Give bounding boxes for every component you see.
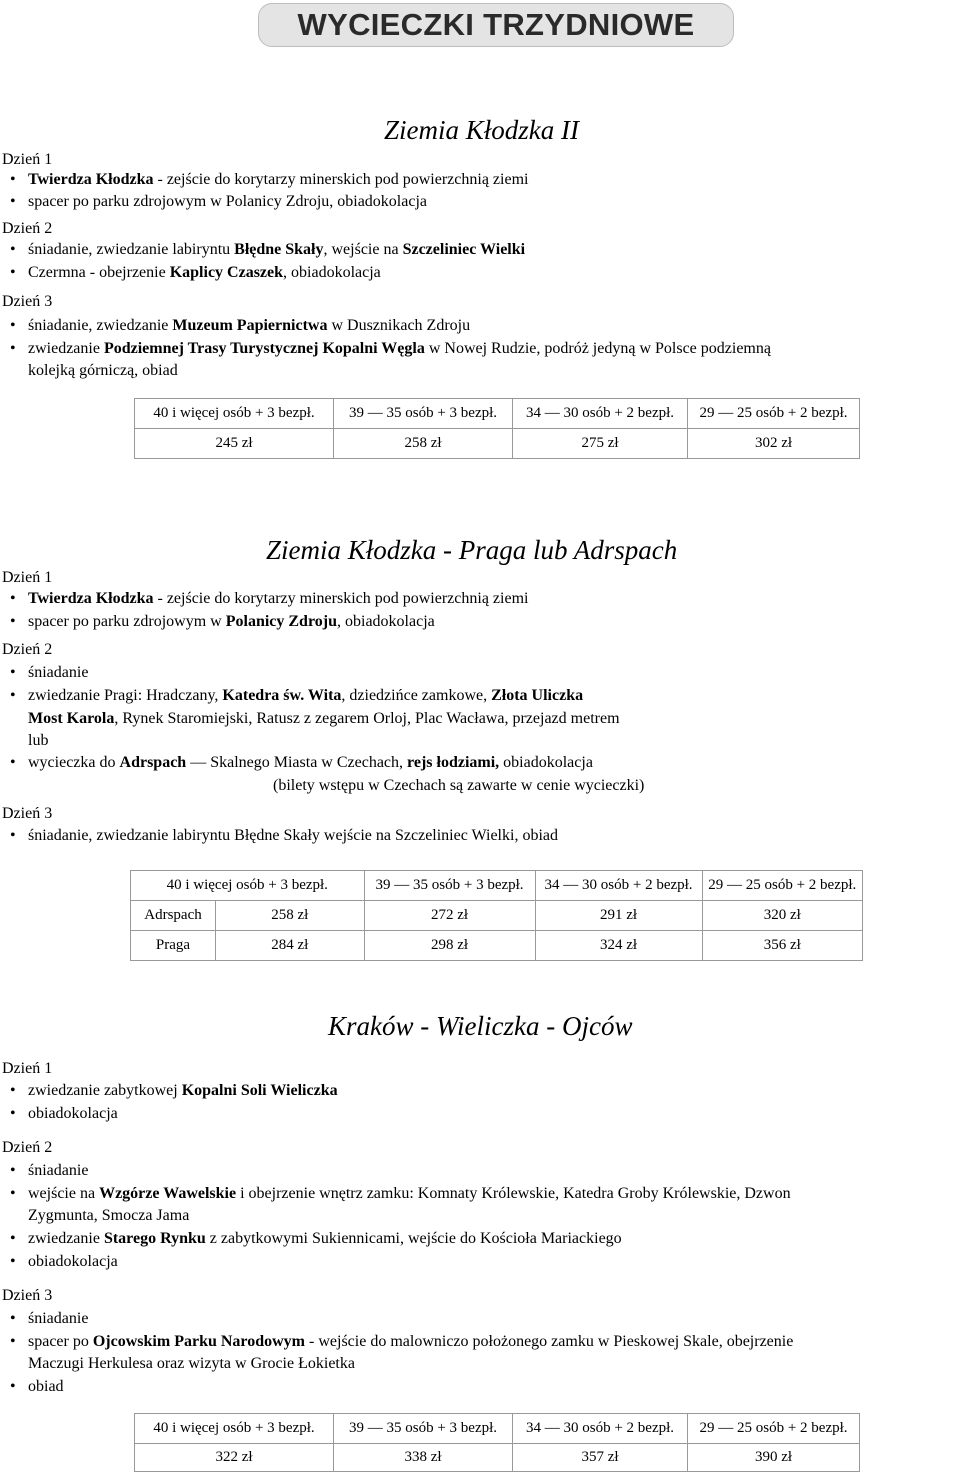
- price-cell: 322 zł: [135, 1444, 334, 1472]
- price-header: 40 i więcej osób + 3 bezpł.: [135, 399, 334, 429]
- price-header: 39 — 35 osób + 3 bezpł.: [334, 399, 513, 429]
- price-cell: 258 zł: [216, 901, 365, 931]
- price-table: [134, 1413, 860, 1472]
- text-line: lub: [28, 732, 49, 749]
- price-cell: 357 zł: [513, 1444, 688, 1472]
- price-table: [130, 870, 863, 961]
- day-label: Dzień 3: [2, 805, 53, 822]
- day-label: Dzień 1: [2, 569, 53, 586]
- price-cell: 245 zł: [135, 429, 334, 459]
- day-label: Dzień 2: [2, 220, 53, 237]
- price-header: 39 — 35 osób + 3 bezpł.: [364, 871, 535, 901]
- trip-title: Ziemia Kłodzka - Praga lub Adrspach: [266, 535, 678, 565]
- price-cell: 324 zł: [535, 931, 702, 961]
- page-header-banner: [258, 3, 734, 47]
- price-cell: 298 zł: [364, 931, 535, 961]
- day-label: Dzień 1: [2, 1060, 53, 1077]
- price-header: 34 — 30 osób + 2 bezpł.: [513, 399, 688, 429]
- price-header: 39 — 35 osób + 3 bezpł.: [334, 1414, 513, 1444]
- price-header: 40 i więcej osób + 3 bezpł.: [135, 1414, 334, 1444]
- price-cell: 258 zł: [334, 429, 513, 459]
- day-label: Dzień 1: [2, 151, 53, 168]
- text-line: Most Karola, Rynek Staromiejski, Ratusz z zegarem Orloj, Plac Wacława, przejazd metrem: [28, 710, 620, 727]
- price-row-label: Praga: [131, 931, 216, 961]
- price-cell: 275 zł: [513, 429, 688, 459]
- page-title: WYCIECZKI TRZYDNIOWE: [297, 7, 695, 42]
- day-label: Dzień 2: [2, 1139, 53, 1156]
- price-cell: 356 zł: [702, 931, 862, 961]
- price-cell: 291 zł: [535, 901, 702, 931]
- day-label: Dzień 2: [2, 641, 53, 658]
- price-note: (bilety wstępu w Czechach są zawarte w cenie wycieczki): [273, 777, 645, 794]
- price-cell: 338 zł: [334, 1444, 513, 1472]
- day-label: Dzień 3: [2, 293, 53, 310]
- price-cell: 302 zł: [688, 429, 860, 459]
- price-cell: 320 zł: [702, 901, 862, 931]
- day-label: Dzień 3: [2, 1287, 53, 1304]
- price-cell: 390 zł: [688, 1444, 860, 1472]
- price-header: 29 — 25 osób + 2 bezpł.: [688, 399, 860, 429]
- price-header: 34 — 30 osób + 2 bezpł.: [513, 1414, 688, 1444]
- price-row-label: Adrspach: [131, 901, 216, 931]
- price-header: 29 — 25 osób + 2 bezpł.: [702, 871, 862, 901]
- trip-title: Ziemia Kłodzka II: [384, 115, 579, 145]
- price-header: 34 — 30 osób + 2 bezpł.: [535, 871, 702, 901]
- trip-title: Kraków - Wieliczka - Ojców: [328, 1011, 633, 1041]
- price-cell: 284 zł: [216, 931, 365, 961]
- price-header: 29 — 25 osób + 2 bezpł.: [688, 1414, 860, 1444]
- price-header: 40 i więcej osób + 3 bezpł.: [131, 871, 365, 901]
- price-cell: 272 zł: [364, 901, 535, 931]
- price-table: [134, 398, 860, 459]
